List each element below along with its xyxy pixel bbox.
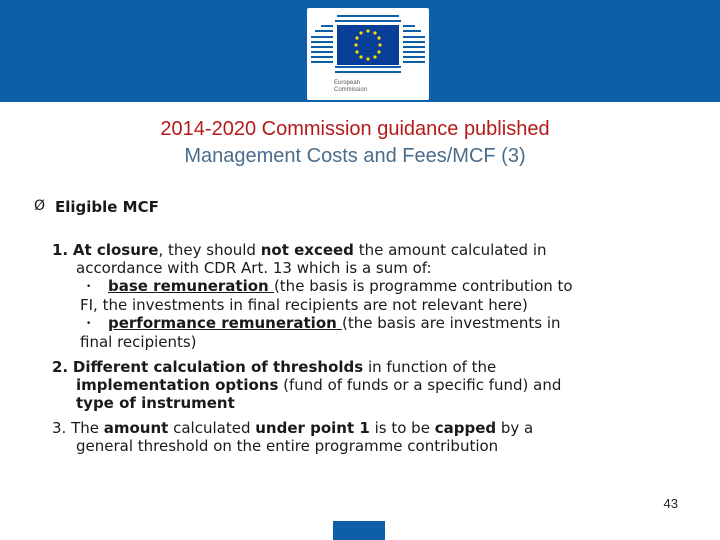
logo-wordmark: [334, 80, 367, 94]
header-band: [0, 0, 720, 102]
logo-line-2: Commission: [334, 87, 368, 93]
bullet-icon: •: [86, 282, 92, 292]
item-number: 3.: [52, 419, 67, 437]
ec-building-emblem-icon: [307, 8, 429, 100]
list-item-1: 1. At closure, they should not exceed the amount calculated in accordance with CDR Art. 13 which is a sum of: • base remuneration (the basis is programme contribution to FI, the investments in final recipients are not relevant here) • performance remuneration (the basis are investments in final recipients): [52, 241, 573, 351]
footer-blue-bar: [333, 521, 385, 540]
section-heading: Eligible MCF: [55, 198, 159, 216]
logo-line-1: European: [334, 80, 361, 86]
list-item-3: 3. The amount calculated under point 1 is to be capped by a general threshold on the entire programme contribution: [52, 419, 534, 455]
list-item-2: 2. Different calculation of thresholds in function of the implementation options (fund of funds or a specific fund) and type of instrument: [52, 358, 562, 412]
content-list: [52, 241, 682, 462]
slide-subtitle: Management Costs and Fees/MCF (3): [184, 145, 526, 167]
item-number: 2.: [52, 358, 69, 376]
slide-title: 2014-2020 Commission guidance published: [160, 118, 550, 140]
european-commission-logo: [307, 8, 429, 100]
item-number: 1.: [52, 241, 69, 259]
arrow-bullet-icon: Ø: [34, 198, 46, 214]
bullet-icon: •: [86, 319, 92, 329]
page-number: 43: [663, 496, 678, 511]
